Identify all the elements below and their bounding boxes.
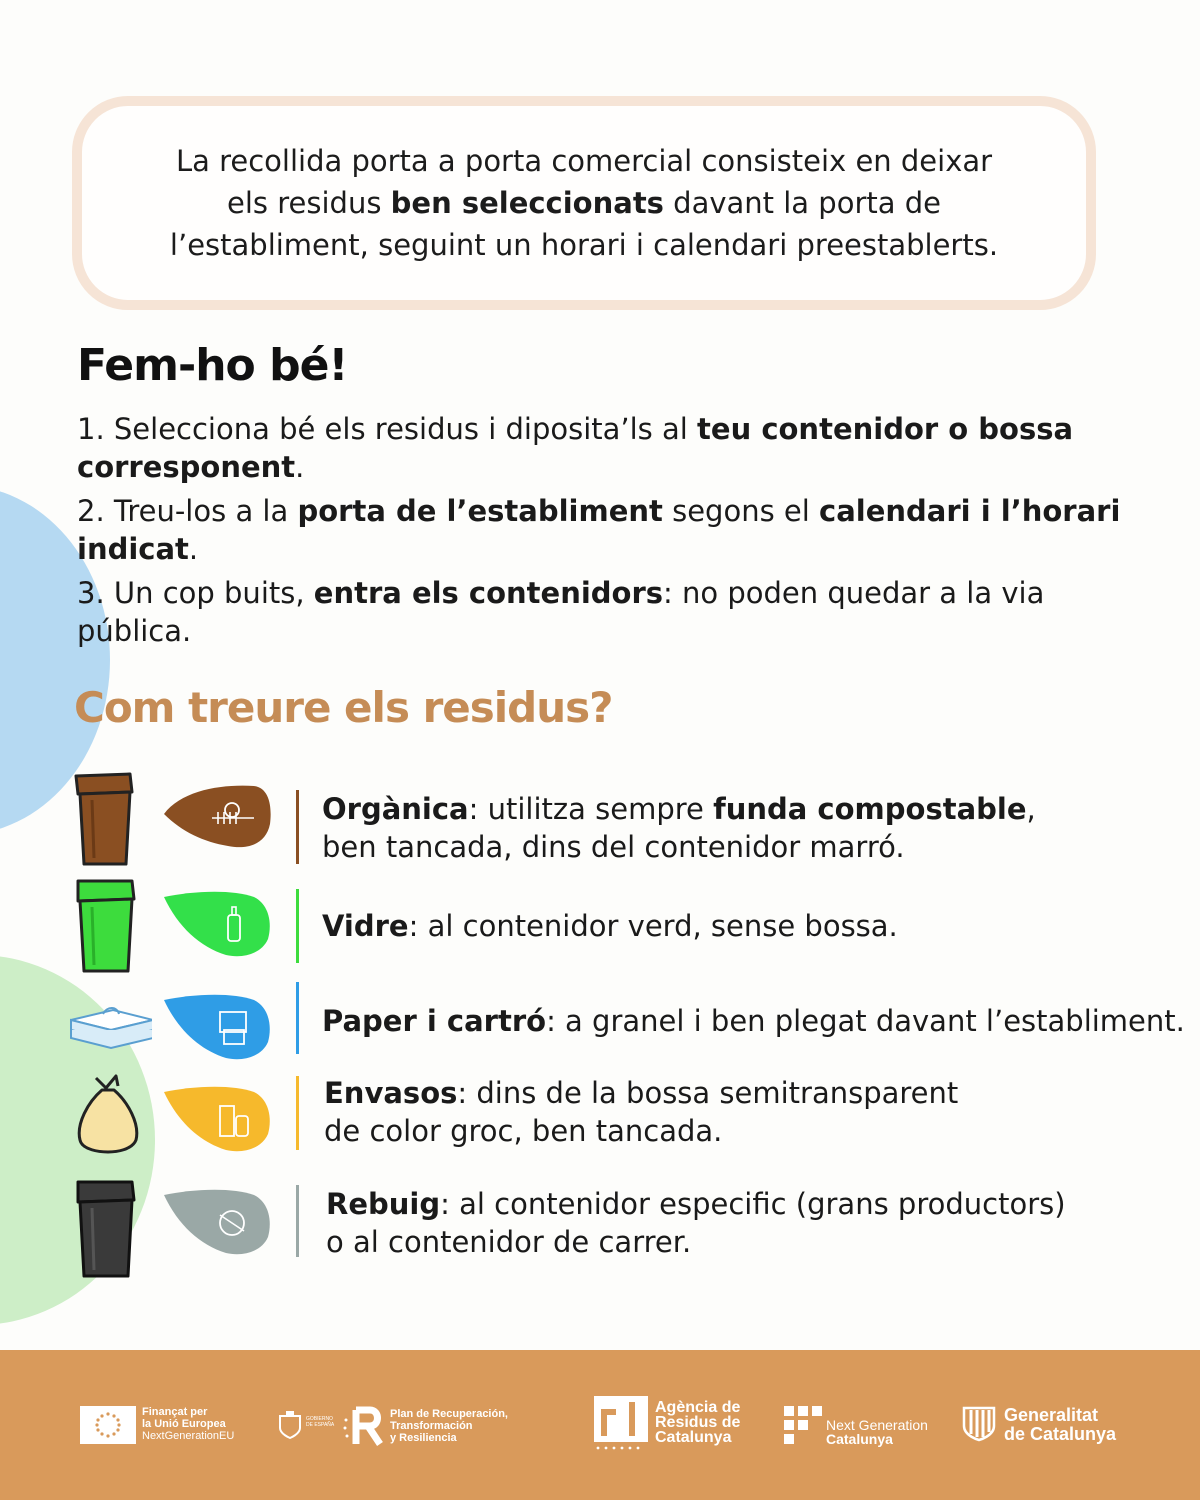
prtr-logo-icon [342,1406,388,1446]
arc-text [655,1400,740,1445]
vidre-divider [296,889,299,963]
rebuig-line-2: o al contenidor de carrer. [326,1225,692,1259]
black-bin-icon [68,1175,148,1281]
next-generation-catalunya-icon [784,1406,822,1444]
waste-row-rebuig [0,1175,1200,1275]
organica-text-1: : utilitza sempre [468,792,714,826]
plan-line-2: Transformación [390,1420,473,1432]
rebuig-name: Rebuig [326,1187,441,1221]
packaging-icon [162,1082,274,1154]
intro-line-2-post: davant la porta de [663,186,941,220]
eu-flag-icon [80,1406,136,1444]
intro-line-1: La recollida porta a porta comercial consisteix en deixar [175,144,993,178]
vidre-text: : al contenidor verd, sense bossa. [408,909,898,943]
eu-line-2: la Unió Europea [142,1418,226,1430]
step-2-bold: porta de l’establiment [297,494,663,528]
paper-icon [162,990,274,1062]
vidre-description [322,907,898,945]
plan-line-1: Plan de Recuperación, [390,1408,508,1420]
step-2-pre: 2. Treu-los a la [77,494,298,528]
intro-line-3: l’establiment, seguint un horari i calendari preestablerts. [169,228,999,262]
gobierno-line-2: DE ESPAÑA [306,1422,335,1428]
step-3 [77,574,1137,650]
intro-box [72,96,1096,310]
rebuig-divider [296,1185,299,1257]
envasos-description [324,1074,958,1150]
paper-divider [296,982,299,1054]
envasos-line-2: de color groc, ben tancada. [324,1114,723,1148]
plan-line-3: y Resiliencia [390,1432,457,1444]
eu-funding-text [142,1406,234,1442]
intro-text [134,140,1034,266]
femho-heading: Fem-ho bé! [77,340,348,391]
yellow-bag-icon [68,1072,148,1172]
ngc-line-2: Catalunya [826,1431,893,1447]
envasos-divider [296,1076,299,1150]
eu-line-1: Finançat per [142,1406,208,1418]
eu-line-3: NextGenerationEU [142,1430,235,1442]
generalitat-shield-icon [962,1404,996,1442]
rest-waste-icon [162,1185,274,1257]
step-3-pre: 3. Un cop buits, [77,576,314,610]
arc-logo-icon [594,1396,648,1452]
organic-waste-icon [162,780,274,852]
arc-line-1: Agència de [655,1399,741,1416]
footer-logos [0,1350,1200,1500]
rebuig-description [326,1185,1066,1261]
gencat-text [1004,1406,1116,1444]
gobierno-text [306,1416,334,1428]
organica-name: Orgànica [322,792,469,826]
green-bin-icon [68,877,148,977]
step-2 [77,492,1137,568]
step-1 [77,410,1137,486]
envasos-text-1: : dins de la bossa semitransparent [457,1076,959,1110]
gencat-line-1: Generalitat [1004,1405,1099,1425]
ngc-line-1: Next Generation [826,1417,928,1433]
ngc-text [826,1418,928,1446]
paper-description [322,1002,1185,1040]
step-2-post: . [188,532,199,566]
paper-name: Paper i cartró [322,1004,547,1038]
waste-row-vidre [0,877,1200,977]
rebuig-text-1: : al contenidor especific (grans productors) [440,1187,1066,1221]
envasos-name: Envasos [324,1076,458,1110]
glass-bottle-icon [162,887,274,959]
organica-divider [296,790,299,864]
organica-text-2: , [1026,792,1036,826]
step-3-bold: entra els contenidors [313,576,664,610]
steps-list [77,410,1137,656]
step-1-pre: 1. Selecciona bé els residus i diposita’ls al [77,412,698,446]
step-2-bold-2: calendari i l’horari indicat [77,494,1121,566]
waste-row-paper [0,980,1200,1080]
step-1-bold: teu contenidor o bossa corresponent [77,412,1074,484]
arc-line-2: Residus de [655,1414,741,1431]
organica-line-2: ben tancada, dins del contenidor marró. [322,830,905,864]
intro-line-2-pre: els residus [227,186,391,220]
gobierno-line-1: GOBIERNO [306,1416,333,1422]
organica-bold-2: funda compostable [713,792,1027,826]
step-3-post: : no poden quedar a la via pública. [77,576,1045,648]
waste-row-envasos [0,1072,1200,1172]
arc-line-3: Catalunya [655,1429,732,1446]
brown-bin-icon [68,770,148,870]
waste-row-organica [0,770,1200,870]
spain-coat-of-arms-icon [276,1410,304,1440]
gencat-line-2: de Catalunya [1004,1424,1117,1444]
intro-line-2-bold: ben seleccionats [390,186,664,220]
step-1-post: . [295,450,305,484]
paper-stack-icon [62,980,152,1080]
paper-text: : a granel i ben plegat davant l’establiment. [546,1004,1185,1038]
plan-text [390,1408,508,1444]
com-heading: Com treure els residus? [74,683,613,732]
vidre-name: Vidre [322,909,409,943]
organica-description [322,790,1036,866]
step-2-mid: segons el [662,494,820,528]
